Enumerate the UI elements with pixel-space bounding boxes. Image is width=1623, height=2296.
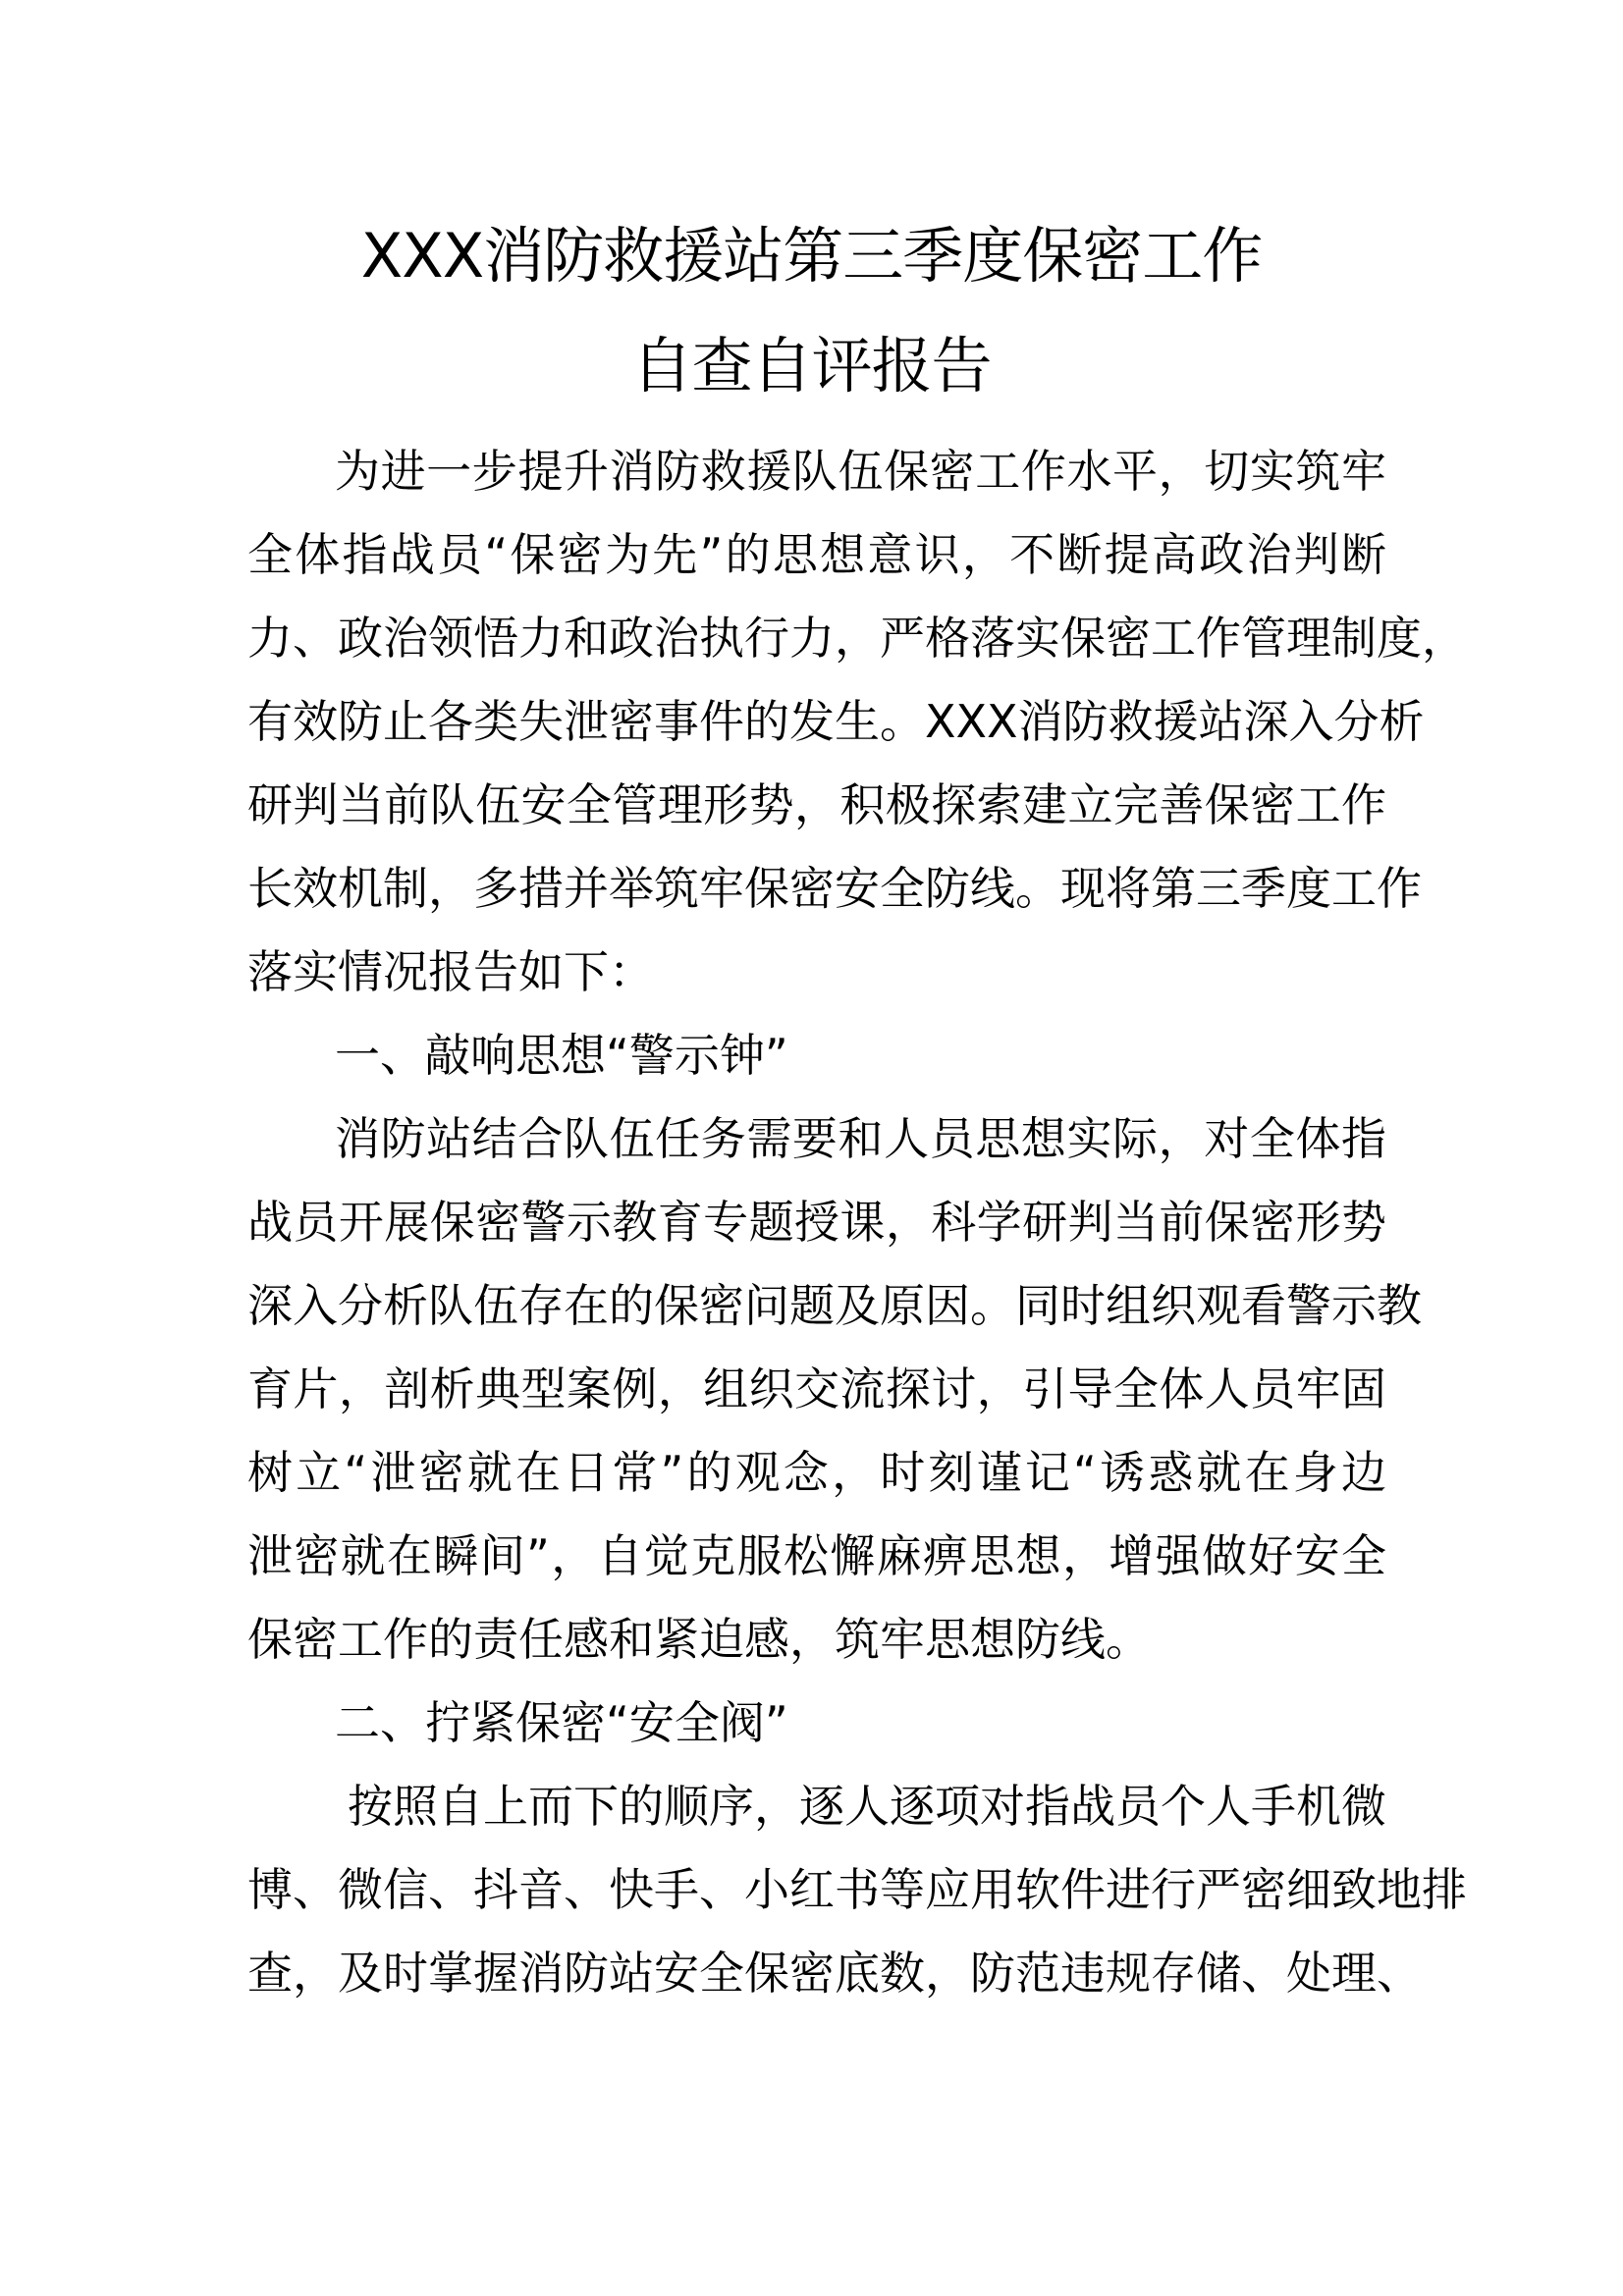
paragraph-line: 育片，剖析典型案例，组织交流探讨，引导全体人员牢固: [247, 1362, 1386, 1415]
paragraph-line: 博、微信、抖音、快手、小红书等应用软件进行严密细致地排: [247, 1863, 1467, 1916]
paragraph-line: 为进一步提升消防救援队伍保密工作水平，切实筑牢: [335, 445, 1386, 498]
paragraph-line: 按照自上而下的顺序，逐人逐项对指战员个人手机微: [348, 1780, 1386, 1833]
paragraph-line: 战员开展保密警示教育专题授课，科学研判当前保密形势: [247, 1196, 1386, 1249]
document-title-line-1: XXX消防救援站第三季度保密工作: [360, 220, 1263, 292]
document-title-line-2: 自查自评报告: [631, 330, 992, 401]
paragraph-line: 力、政治领悟力和政治执行力，严格落实保密工作管理制度，: [247, 612, 1467, 665]
paragraph-line: 长效机制，多措并举筑牢保密安全防线。现将第三季度工作: [247, 862, 1422, 915]
paragraph-line: 有效防止各类失泄密事件的发生。XXX消防救援站深入分析: [247, 695, 1425, 748]
paragraph-line: 全体指战员“保密为先”的思想意识，不断提高政治判断: [247, 528, 1386, 581]
paragraph-line: 树立“泄密就在日常”的观念，时刻谨记“诱惑就在身边: [247, 1446, 1386, 1499]
paragraph-line: 消防站结合队伍任务需要和人员思想实际，对全体指: [335, 1112, 1386, 1165]
paragraph-line: 保密工作的责任感和紧迫感，筑牢思想防线。: [247, 1613, 1151, 1666]
paragraph-line: 查，及时掌握消防站安全保密底数，防范违规存储、处理、: [247, 1947, 1422, 2000]
paragraph-line: 泄密就在瞬间”，自觉克服松懈麻痹思想，增强做好安全: [247, 1529, 1386, 1582]
paragraph-line: 深入分析队伍存在的保密问题及原因。同时组织观看警示教: [247, 1279, 1422, 1332]
paragraph-line: 研判当前队伍安全管理形势，积极探索建立完善保密工作: [247, 778, 1386, 831]
paragraph-line: 落实情况报告如下：: [247, 945, 654, 998]
section-heading-2: 二、拧紧保密“安全阀”: [335, 1696, 788, 1749]
section-heading-1: 一、敲响思想“警示钟”: [335, 1029, 788, 1082]
